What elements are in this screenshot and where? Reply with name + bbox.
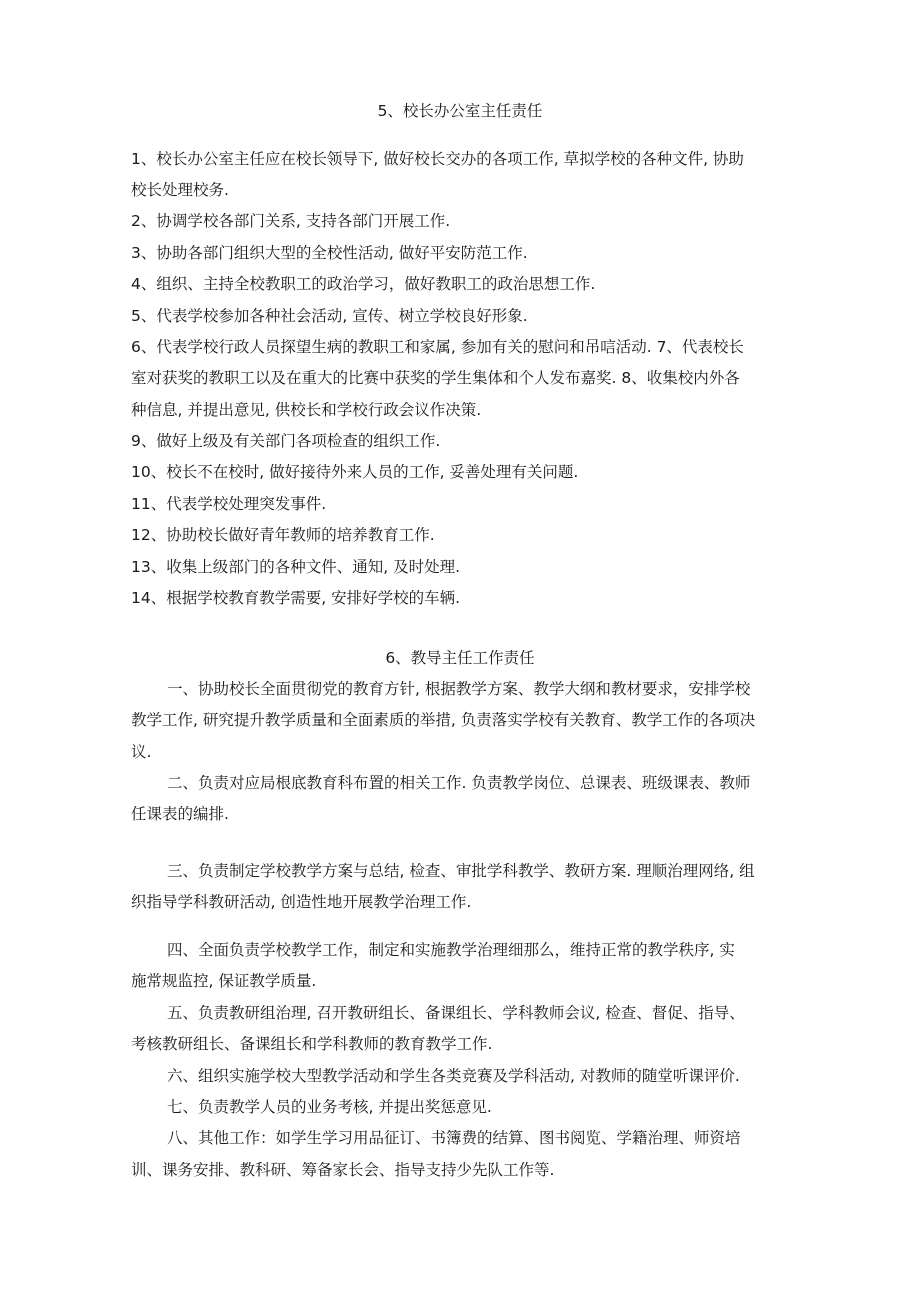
- section-6-line: 三、负责制定学校教学方案与总结, 检查、审批学科教学、教研方案. 理顺治理网络, 组: [167, 862, 755, 880]
- section-6-line: 一、协助校长全面贯彻党的教育方针, 根据教学方案、教学大纲和教材要求，安排学校: [167, 680, 751, 698]
- section-5-line: 12、协助校长做好青年教师的培养教育工作.: [131, 526, 435, 544]
- section-5-line: 6、代表学校行政人员探望生病的教职工和家属, 参加有关的慰问和吊唁活动. 7、代表校长: [131, 338, 744, 356]
- section-5-line: 2、协调学校各部门关系, 支持各部门开展工作.: [131, 212, 451, 230]
- section-5-line: 5、代表学校参加各种社会活动, 宣传、树立学校良好形象.: [131, 307, 528, 325]
- section-6-line: 六、组织实施学校大型教学活动和学生各类竞赛及学科活动, 对教师的随堂听课评价.: [167, 1067, 740, 1085]
- section-6-line: 四、全面负责学校教学工作，制定和实施教学治理细那么，维持正常的教学秩序, 实: [167, 941, 735, 959]
- section-5-line: 室对获奖的教职工以及在重大的比赛中获奖的学生集体和个人发布嘉奖. 8、收集校内外各: [131, 369, 740, 387]
- section-6-line: 任课表的编排.: [131, 805, 229, 823]
- section-6-line: 八、其他工作：如学生学习用品征订、书簿费的结算、图书阅览、学籍治理、师资培: [167, 1129, 741, 1147]
- section-6-line: 教学工作, 研究提升教学质量和全面素质的举措, 负责落实学校有关教育、教学工作的各项决: [131, 711, 756, 729]
- section-6-line: 二、负责对应局根底教育科布置的相关工作. 负责教学岗位、总课表、班级课表、教师: [167, 774, 751, 792]
- section-5-line: 14、根据学校教育教学需要, 安排好学校的车辆.: [131, 589, 461, 607]
- section-5-line: 13、收集上级部门的各种文件、通知, 及时处理.: [131, 558, 461, 576]
- section-6-line: 织指导学科教研活动, 创造性地开展教学治理工作.: [131, 893, 472, 911]
- section-6-line: 七、负责教学人员的业务考核, 并提出奖惩意见.: [167, 1098, 492, 1116]
- section-5-line: 4、组织、主持全校教职工的政治学习，做好教职工的政治思想工作.: [131, 275, 596, 293]
- section-5-line: 11、代表学校处理突发事件.: [131, 495, 327, 513]
- section-5-line: 9、做好上级及有关部门各项检查的组织工作.: [131, 432, 441, 450]
- section-5-line: 3、协助各部门组织大型的全校性活动, 做好平安防范工作.: [131, 244, 528, 262]
- section-5-line: 10、校长不在校时, 做好接待外来人员的工作, 妥善处理有关问题.: [131, 463, 579, 481]
- section-5-line: 1、校长办公室主任应在校长领导下, 做好校长交办的各项工作, 草拟学校的各种文件, 协助: [131, 150, 744, 168]
- section-6-line: 训、课务安排、教科研、筹备家长会、指导支持少先队工作等.: [131, 1161, 555, 1179]
- section-6-title: 6、教导主任工作责任: [385, 649, 535, 667]
- section-6-line: 施常规监控, 保证教学质量.: [131, 972, 317, 990]
- section-5-title: 5、校长办公室主任责任: [377, 102, 543, 120]
- section-5-line: 种信息, 并提出意见, 供校长和学校行政会议作决策.: [131, 401, 482, 419]
- section-6-line: 考核教研组长、备课组长和学科教师的教育教学工作.: [131, 1035, 493, 1053]
- section-5-line: 校长处理校务.: [131, 181, 229, 199]
- section-6-line: 议.: [131, 743, 152, 761]
- section-6-line: 五、负责教研组治理, 召开教研组长、备课组长、学科教师会议, 检查、督促、指导、: [167, 1004, 745, 1022]
